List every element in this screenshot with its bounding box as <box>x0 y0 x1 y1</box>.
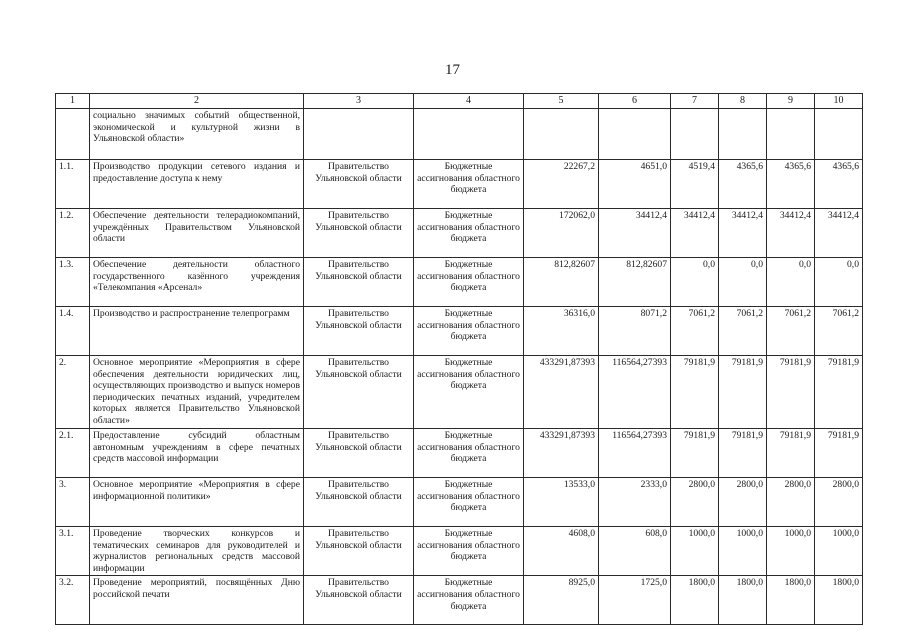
funding-source: Бюджетные ассигнования областного бюджета <box>414 527 524 576</box>
executor: Правительство Ульяновской области <box>304 160 414 209</box>
row-number <box>56 109 90 160</box>
total-value: 433291,87393 <box>524 429 599 478</box>
value-year: 34412,4 <box>671 209 719 258</box>
value-year: 2800,0 <box>767 478 815 527</box>
value-year: 34412,4 <box>815 209 863 258</box>
value-year <box>599 109 671 160</box>
value-year: 79181,9 <box>815 429 863 478</box>
total-value: 22267,2 <box>524 160 599 209</box>
executor: Правительство Ульяновской области <box>304 356 414 429</box>
value-year: 34412,4 <box>719 209 767 258</box>
value-year: 116564,27393 <box>599 356 671 429</box>
table-row <box>56 160 863 209</box>
table-header-row <box>56 94 863 109</box>
executor: Правительство Ульяновской области <box>304 429 414 478</box>
total-value: 433291,87393 <box>524 356 599 429</box>
funding-source: Бюджетные ассигнования областного бюджета <box>414 429 524 478</box>
total-value: 4608,0 <box>524 527 599 576</box>
table-row <box>56 429 863 478</box>
executor: Правительство Ульяновской области <box>304 209 414 258</box>
row-number: 2.1. <box>56 429 90 478</box>
table-row <box>56 356 863 429</box>
column-header: 6 <box>599 94 671 109</box>
total-value: 36316,0 <box>524 307 599 356</box>
table-body <box>56 109 863 625</box>
table-row <box>56 307 863 356</box>
column-header: 1 <box>56 94 90 109</box>
value-year: 79181,9 <box>719 356 767 429</box>
value-year <box>815 109 863 160</box>
column-header: 2 <box>90 94 304 109</box>
column-header: 7 <box>671 94 719 109</box>
value-year: 34412,4 <box>767 209 815 258</box>
row-number: 1.1. <box>56 160 90 209</box>
value-year: 0,0 <box>815 258 863 307</box>
value-year: 7061,2 <box>671 307 719 356</box>
value-year: 1000,0 <box>719 527 767 576</box>
value-year: 79181,9 <box>767 356 815 429</box>
value-year: 2333,0 <box>599 478 671 527</box>
value-year: 79181,9 <box>671 356 719 429</box>
value-year: 0,0 <box>719 258 767 307</box>
page-number: 17 <box>445 62 460 78</box>
executor: Правительство Ульяновской области <box>304 307 414 356</box>
value-year: 8071,2 <box>599 307 671 356</box>
table-row <box>56 478 863 527</box>
funding-source: Бюджетные ассигнования областного бюджета <box>414 356 524 429</box>
activity-name: Проведение мероприятий, посвящённых Дню российской печати <box>90 576 304 625</box>
table-row <box>56 258 863 307</box>
budget-table <box>55 93 863 625</box>
activity-name: Производство и распространение телепрограмм <box>90 307 304 356</box>
value-year: 2800,0 <box>815 478 863 527</box>
value-year: 812,82607 <box>599 258 671 307</box>
executor: Правительство Ульяновской области <box>304 527 414 576</box>
total-value: 13533,0 <box>524 478 599 527</box>
column-header: 3 <box>304 94 414 109</box>
value-year: 4365,6 <box>815 160 863 209</box>
executor: Правительство Ульяновской области <box>304 576 414 625</box>
total-value <box>524 109 599 160</box>
column-header: 9 <box>767 94 815 109</box>
funding-source: Бюджетные ассигнования областного бюджета <box>414 209 524 258</box>
value-year: 1800,0 <box>815 576 863 625</box>
value-year: 1000,0 <box>767 527 815 576</box>
value-year: 79181,9 <box>671 429 719 478</box>
value-year: 0,0 <box>671 258 719 307</box>
value-year: 79181,9 <box>719 429 767 478</box>
activity-name: Основное мероприятие «Мероприятия в сфере обеспечения деятельности юридических лиц, осуществляющих производство и выпуск номеров периодических печатных изданий, учредителем которых является Правительство Ульяновской области» <box>90 356 304 429</box>
row-number: 1.2. <box>56 209 90 258</box>
value-year: 4519,4 <box>671 160 719 209</box>
activity-name: социально значимых событий общественной, экономической и культурной жизни в Ульяновской области» <box>90 109 304 160</box>
table-row <box>56 527 863 576</box>
value-year <box>719 109 767 160</box>
funding-source <box>414 109 524 160</box>
column-header: 8 <box>719 94 767 109</box>
value-year: 1800,0 <box>767 576 815 625</box>
funding-source: Бюджетные ассигнования областного бюджета <box>414 160 524 209</box>
value-year: 79181,9 <box>767 429 815 478</box>
value-year: 1800,0 <box>671 576 719 625</box>
total-value: 172062,0 <box>524 209 599 258</box>
value-year: 2800,0 <box>671 478 719 527</box>
value-year: 4365,6 <box>719 160 767 209</box>
total-value: 812,82607 <box>524 258 599 307</box>
column-header: 4 <box>414 94 524 109</box>
value-year: 2800,0 <box>719 478 767 527</box>
value-year <box>767 109 815 160</box>
value-year: 4365,6 <box>767 160 815 209</box>
value-year: 1000,0 <box>671 527 719 576</box>
value-year: 7061,2 <box>719 307 767 356</box>
value-year: 79181,9 <box>815 356 863 429</box>
total-value: 8925,0 <box>524 576 599 625</box>
row-number: 3.1. <box>56 527 90 576</box>
activity-name: Обеспечение деятельности телерадиокомпаний, учреждённых Правительством Ульяновской области <box>90 209 304 258</box>
value-year: 0,0 <box>767 258 815 307</box>
value-year: 7061,2 <box>815 307 863 356</box>
row-number: 3. <box>56 478 90 527</box>
row-number: 2. <box>56 356 90 429</box>
executor <box>304 109 414 160</box>
column-header: 5 <box>524 94 599 109</box>
executor: Правительство Ульяновской области <box>304 478 414 527</box>
activity-name: Основное мероприятие «Мероприятия в сфере информационной политики» <box>90 478 304 527</box>
funding-source: Бюджетные ассигнования областного бюджета <box>414 576 524 625</box>
row-number: 1.4. <box>56 307 90 356</box>
value-year: 1000,0 <box>815 527 863 576</box>
funding-source: Бюджетные ассигнования областного бюджета <box>414 258 524 307</box>
table-row <box>56 109 863 160</box>
value-year: 7061,2 <box>767 307 815 356</box>
funding-source: Бюджетные ассигнования областного бюджета <box>414 478 524 527</box>
value-year: 1725,0 <box>599 576 671 625</box>
activity-name: Производство продукции сетевого издания и предоставление доступа к нему <box>90 160 304 209</box>
executor: Правительство Ульяновской области <box>304 258 414 307</box>
column-header: 10 <box>815 94 863 109</box>
table-row <box>56 209 863 258</box>
table-row <box>56 576 863 625</box>
row-number: 1.3. <box>56 258 90 307</box>
value-year <box>671 109 719 160</box>
activity-name: Проведение творческих конкурсов и тематических семинаров для руководителей и журналистов региональных средств массовой информации <box>90 527 304 576</box>
activity-name: Предоставление субсидий областным автономным учреждениям в сфере печатных средств массовой информации <box>90 429 304 478</box>
row-number: 3.2. <box>56 576 90 625</box>
value-year: 34412,4 <box>599 209 671 258</box>
value-year: 1800,0 <box>719 576 767 625</box>
funding-source: Бюджетные ассигнования областного бюджета <box>414 307 524 356</box>
value-year: 608,0 <box>599 527 671 576</box>
activity-name: Обеспечение деятельности областного государственного казённого учреждения «Телекомпания «Арсенал» <box>90 258 304 307</box>
value-year: 116564,27393 <box>599 429 671 478</box>
value-year: 4651,0 <box>599 160 671 209</box>
